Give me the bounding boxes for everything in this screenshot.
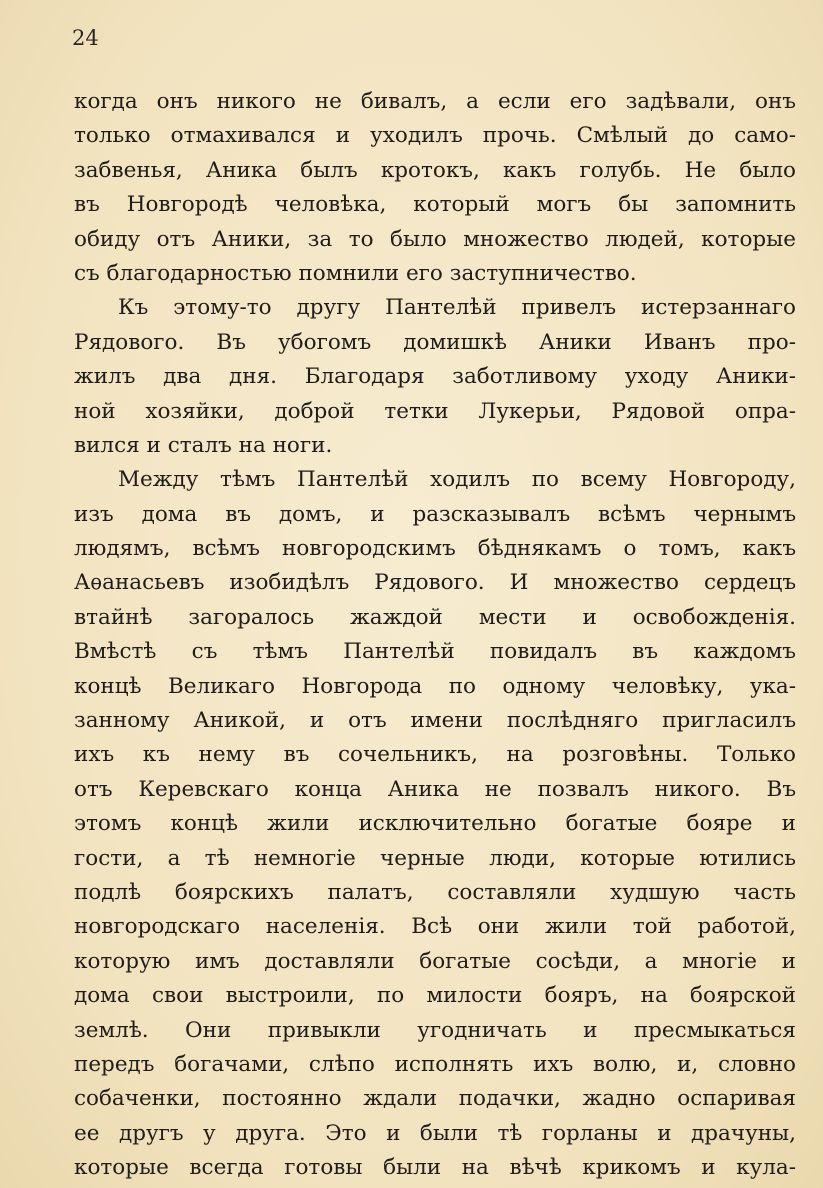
text-line: съ благодарностью помнили его заступничество.: [74, 260, 637, 286]
text-line: собаченки, постоянно ждали подачки, жадно оспаривая: [74, 1086, 796, 1112]
text-line: Къ этому-то другу Пантелѣй привелъ истерзаннаго: [118, 295, 796, 321]
text-line: только отмахивался и уходилъ прочь. Смѣлый до само-: [74, 123, 796, 149]
text-line: ной хозяйки, доброй тетки Лукерьи, Рядовой опра-: [74, 398, 796, 424]
text-line: людямъ, всѣмъ новгородскимъ бѣднякамъ о томъ, какъ: [74, 536, 796, 562]
text-line: втайнѣ загоралось жаждой мести и освобожденія.: [74, 604, 796, 630]
text-line: вился и сталъ на ноги.: [74, 432, 333, 458]
text-line: которую имъ доставляли богатые сосѣди, а многіе и: [74, 948, 796, 974]
text-line: Аѳанасьевъ изобидѣлъ Рядового. И множество сердецъ: [74, 570, 796, 596]
body-text: [74, 85, 796, 1186]
text-line: дома свои выстроили, по милости бояръ, на боярской: [74, 983, 796, 1009]
page-number: 24: [72, 26, 99, 50]
text-line: жилъ два дня. Благодаря заботливому уходу Аники-: [74, 364, 796, 390]
text-line: подлѣ боярскихъ палатъ, составляли худшую часть: [74, 879, 796, 905]
text-line: этомъ концѣ жили исключительно богатые бояре и: [74, 811, 796, 837]
text-line: ихъ къ нему въ сочельникъ, на розговѣны. Только: [74, 742, 796, 768]
text-line: землѣ. Они привыкли угодничать и пресмыкаться: [74, 1017, 796, 1043]
text-line: изъ дома въ домъ, и разсказывалъ всѣмъ чернымъ: [74, 501, 796, 527]
text-line: гости, а тѣ немногіе черные люди, которые ютились: [74, 845, 796, 871]
text-line: концѣ Великаго Новгорода по одному человѣку, ука-: [74, 673, 796, 699]
text-line: ее другъ у друга. Это и были тѣ горланы и драчуны,: [74, 1120, 796, 1146]
text-line: въ Новгородѣ человѣка, который могъ бы запомнить: [74, 192, 796, 218]
text-line: когда онъ никого не бивалъ, а если его задѣвали, онъ: [74, 89, 796, 114]
text-line: Вмѣстѣ съ тѣмъ Пантелѣй повидалъ въ каждомъ: [74, 639, 796, 665]
text-line: обиду отъ Аники, за то было множество людей, которые: [74, 226, 796, 252]
text-line: занному Аникой, и отъ имени послѣдняго пригласилъ: [74, 708, 796, 734]
text-line: передъ богачами, слѣпо исполнять ихъ волю, и, словно: [74, 1051, 796, 1077]
text-line: Между тѣмъ Пантелѣй ходилъ по всему Новгороду,: [118, 467, 796, 493]
text-line: которые всегда готовы были на вѣчѣ крикомъ и кула-: [74, 1155, 796, 1181]
text-line: Рядового. Въ убогомъ домишкѣ Аники Иванъ про-: [74, 329, 796, 355]
text-line: забвенья, Аника былъ кротокъ, какъ голубь. Не было: [74, 157, 796, 183]
text-line: новгородскаго населенія. Всѣ они жили той работой,: [74, 914, 796, 940]
text-line: отъ Керевскаго конца Аника не позвалъ никого. Въ: [74, 776, 796, 802]
